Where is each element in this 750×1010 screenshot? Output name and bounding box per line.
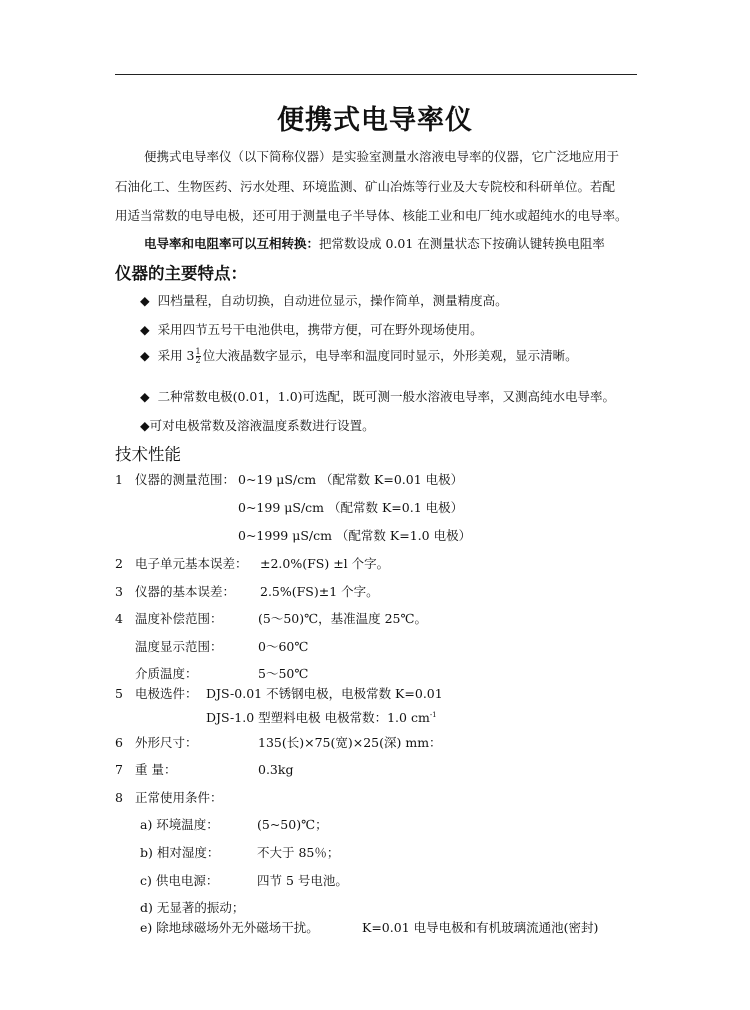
bullet-icon: ◆ <box>140 418 150 433</box>
spec-2-label: 电子单元基本误差： <box>135 556 248 571</box>
spec-4b-label: 温度显示范围： <box>135 639 223 654</box>
unit-superscript: -1 <box>429 711 437 719</box>
flow-cell-note: K=0.01 电导电极和有机玻璃流通池(密封) <box>362 920 599 935</box>
top-rule <box>115 74 637 75</box>
spec-3-label: 仪器的基本误差： <box>135 584 236 599</box>
spec-5-value-2 <box>206 708 437 725</box>
feature-text: 可对电极常数及溶液温度系数进行设置。 <box>149 418 375 433</box>
spec-2-value: ±2.0%(FS) ±l 个字。 <box>260 556 390 571</box>
bullet-icon: ◆ <box>140 389 150 404</box>
condition-d-label: d) 无显著的振动； <box>140 900 245 915</box>
spec-5-value-1: DJS-0.01 不锈钢电极，电极常数 K=0.01 <box>206 686 443 701</box>
spec-2-num: 2 <box>115 556 123 571</box>
fraction-num: 1 <box>195 347 201 356</box>
conversion-note <box>144 237 605 251</box>
spec-4c-label: 介质温度： <box>135 666 198 681</box>
spec-1-range-3: 0~1999 μS/cm （配常数 K=1.0 电极） <box>238 528 472 543</box>
spec-1-label: 仪器的测量范围： <box>135 472 236 487</box>
fraction-den: 2 <box>195 356 201 365</box>
condition-a-value: (5~50)℃； <box>257 817 328 832</box>
fraction-half <box>196 348 201 365</box>
feature-text: 采用四节五号干电池供电，携带方便，可在野外现场使用。 <box>157 322 483 337</box>
feature-text: 四档量程，自动切换，自动进位显示，操作简单，测量精度高。 <box>157 293 508 308</box>
spec-7-label: 重 量： <box>135 762 177 777</box>
feature-text-post: 位大液晶数字显示，电导率和温度同时显示，外形美观，显示清晰。 <box>202 348 578 363</box>
condition-c-label: c) 供电电源： <box>140 873 219 888</box>
condition-e-label: e) 除地球磁场外无外磁场干扰。 <box>140 920 319 935</box>
feature-item-4 <box>140 390 615 404</box>
features-heading: 仪器的主要特点： <box>115 264 247 283</box>
bullet-icon: ◆ <box>140 293 150 308</box>
feature-item-5 <box>140 419 375 433</box>
feature-item-2 <box>140 323 483 337</box>
spec-1-num: 1 <box>115 472 123 487</box>
intro-line-2: 石油化工、生物医药、污水处理、环境监测、矿山冶炼等行业及大专院校和科研单位。若配 <box>115 179 616 194</box>
spec-5-num: 5 <box>115 686 123 701</box>
condition-b-value: 不大于 85％； <box>257 845 340 860</box>
spec-6-num: 6 <box>115 735 123 750</box>
spec-6-label: 外形尺寸： <box>135 735 198 750</box>
electrode-text: DJS-1.0 型塑料电极 电极常数：1.0 cm <box>206 710 430 726</box>
bullet-icon: ◆ <box>140 348 150 363</box>
feature-item-3 <box>140 348 578 365</box>
condition-a-label: a) 环境温度： <box>140 817 219 832</box>
feature-text-pre: 采用 3 <box>157 348 195 363</box>
feature-item-1 <box>140 294 508 308</box>
spec-3-value: 2.5%(FS)±1 个字。 <box>260 584 379 599</box>
bullet-icon: ◆ <box>140 322 150 337</box>
specs-heading: 技术性能 <box>115 445 181 464</box>
spec-4-num: 4 <box>115 611 123 626</box>
conversion-bold: 电导率和电阻率可以互相转换： <box>144 236 320 251</box>
spec-7-value: 0.3kg <box>258 762 294 777</box>
feature-text: 二种常数电极(0.01，1.0)可选配，既可测一般水溶液电导率，又测高纯水电导率。 <box>157 389 616 404</box>
spec-4b-value: 0～60℃ <box>258 639 309 654</box>
condition-c-value: 四节 5 号电池。 <box>257 873 348 888</box>
spec-1-range-2: 0~199 μS/cm （配常数 K=0.1 电极） <box>238 500 464 515</box>
spec-8-num: 8 <box>115 790 123 805</box>
spec-3-num: 3 <box>115 584 123 599</box>
condition-b-label: b) 相对湿度： <box>140 845 220 860</box>
spec-8-label: 正常使用条件： <box>135 790 223 805</box>
spec-7-num: 7 <box>115 762 123 777</box>
spec-6-value: 135(长)×75(宽)×25(深) mm： <box>258 735 442 750</box>
page-title: 便携式电导率仪 <box>277 105 473 136</box>
spec-4-value: (5～50)℃，基准温度 25℃。 <box>258 611 427 626</box>
conversion-text: 把常数设成 0.01 在测量状态下按确认键转换电阻率 <box>319 236 605 251</box>
spec-1-range-1: 0~19 μS/cm （配常数 K=0.01 电极） <box>238 472 464 487</box>
spec-4c-value: 5～50℃ <box>258 666 309 681</box>
spec-4-label: 温度补偿范围： <box>135 611 223 626</box>
intro-line-1: 便携式电导率仪（以下简称仪器）是实验室测量水溶液电导率的仪器，它广泛地应用于 <box>144 149 620 164</box>
spec-5-label: 电极选件： <box>135 686 198 701</box>
intro-line-3: 用适当常数的电导电极，还可用于测量电子半导体、核能工业和电厂纯水或超纯水的电导率。 <box>115 208 628 223</box>
